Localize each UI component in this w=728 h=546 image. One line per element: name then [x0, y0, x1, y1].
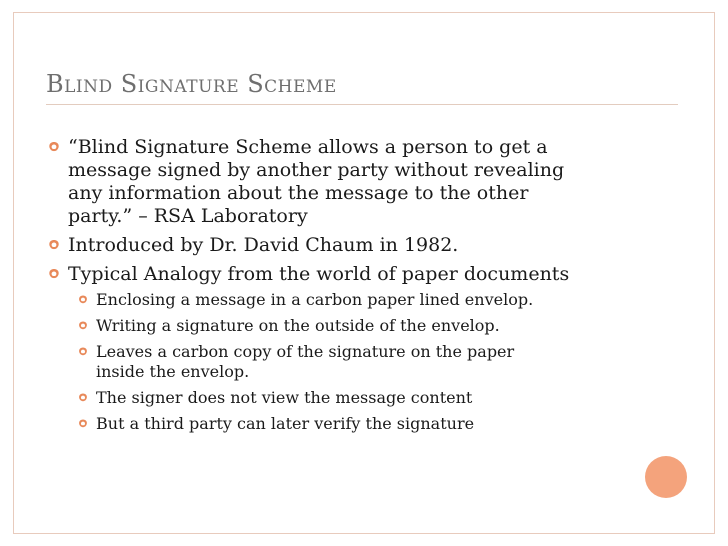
bullet-item-quote: [46, 136, 686, 228]
subbullet-item: [46, 342, 686, 382]
subbullet-text-line: inside the envelop.: [96, 362, 250, 381]
subbullet-text-line: Enclosing a message in a carbon paper lined envelop.: [96, 290, 534, 309]
bullet-list: [46, 136, 686, 440]
bullet-text-line: Typical Analogy from the world of paper documents: [68, 263, 570, 285]
bullet-icon: [46, 136, 62, 159]
subbullet-text-line: Writing a signature on the outside of the envelop.: [96, 316, 500, 335]
bullet-item-introduced: [46, 234, 686, 257]
subbullet-text-line: The signer does not view the message content: [96, 388, 473, 407]
title-divider: [46, 104, 678, 105]
bullet-icon: [46, 234, 62, 257]
slide-title: Blind Signature Scheme: [46, 70, 337, 98]
bullet-text-line: Introduced by Dr. David Chaum in 1982.: [68, 234, 459, 256]
decorative-circle: [645, 456, 687, 498]
bullet-icon: [46, 263, 62, 286]
bullet-icon: [76, 414, 90, 434]
subbullet-text-line: But a third party can later verify the signature: [96, 414, 475, 433]
subbullet-item: [46, 388, 686, 408]
bullet-text-line: “Blind Signature Scheme allows a person to get a: [68, 136, 548, 158]
bullet-icon: [76, 388, 90, 408]
bullet-text-line: message signed by another party without revealing: [68, 159, 565, 181]
bullet-icon: [76, 342, 90, 362]
bullet-text-line: any information about the message to the other: [68, 182, 529, 204]
bullet-item-analogy: [46, 263, 686, 286]
subbullet-item: [46, 316, 686, 336]
bullet-text-line: party.” – RSA Laboratory: [68, 205, 308, 227]
subbullet-item: [46, 414, 686, 434]
subbullet-item: [46, 290, 686, 310]
subbullet-text-line: Leaves a carbon copy of the signature on the paper: [96, 342, 515, 361]
bullet-icon: [76, 316, 90, 336]
bullet-icon: [76, 290, 90, 310]
